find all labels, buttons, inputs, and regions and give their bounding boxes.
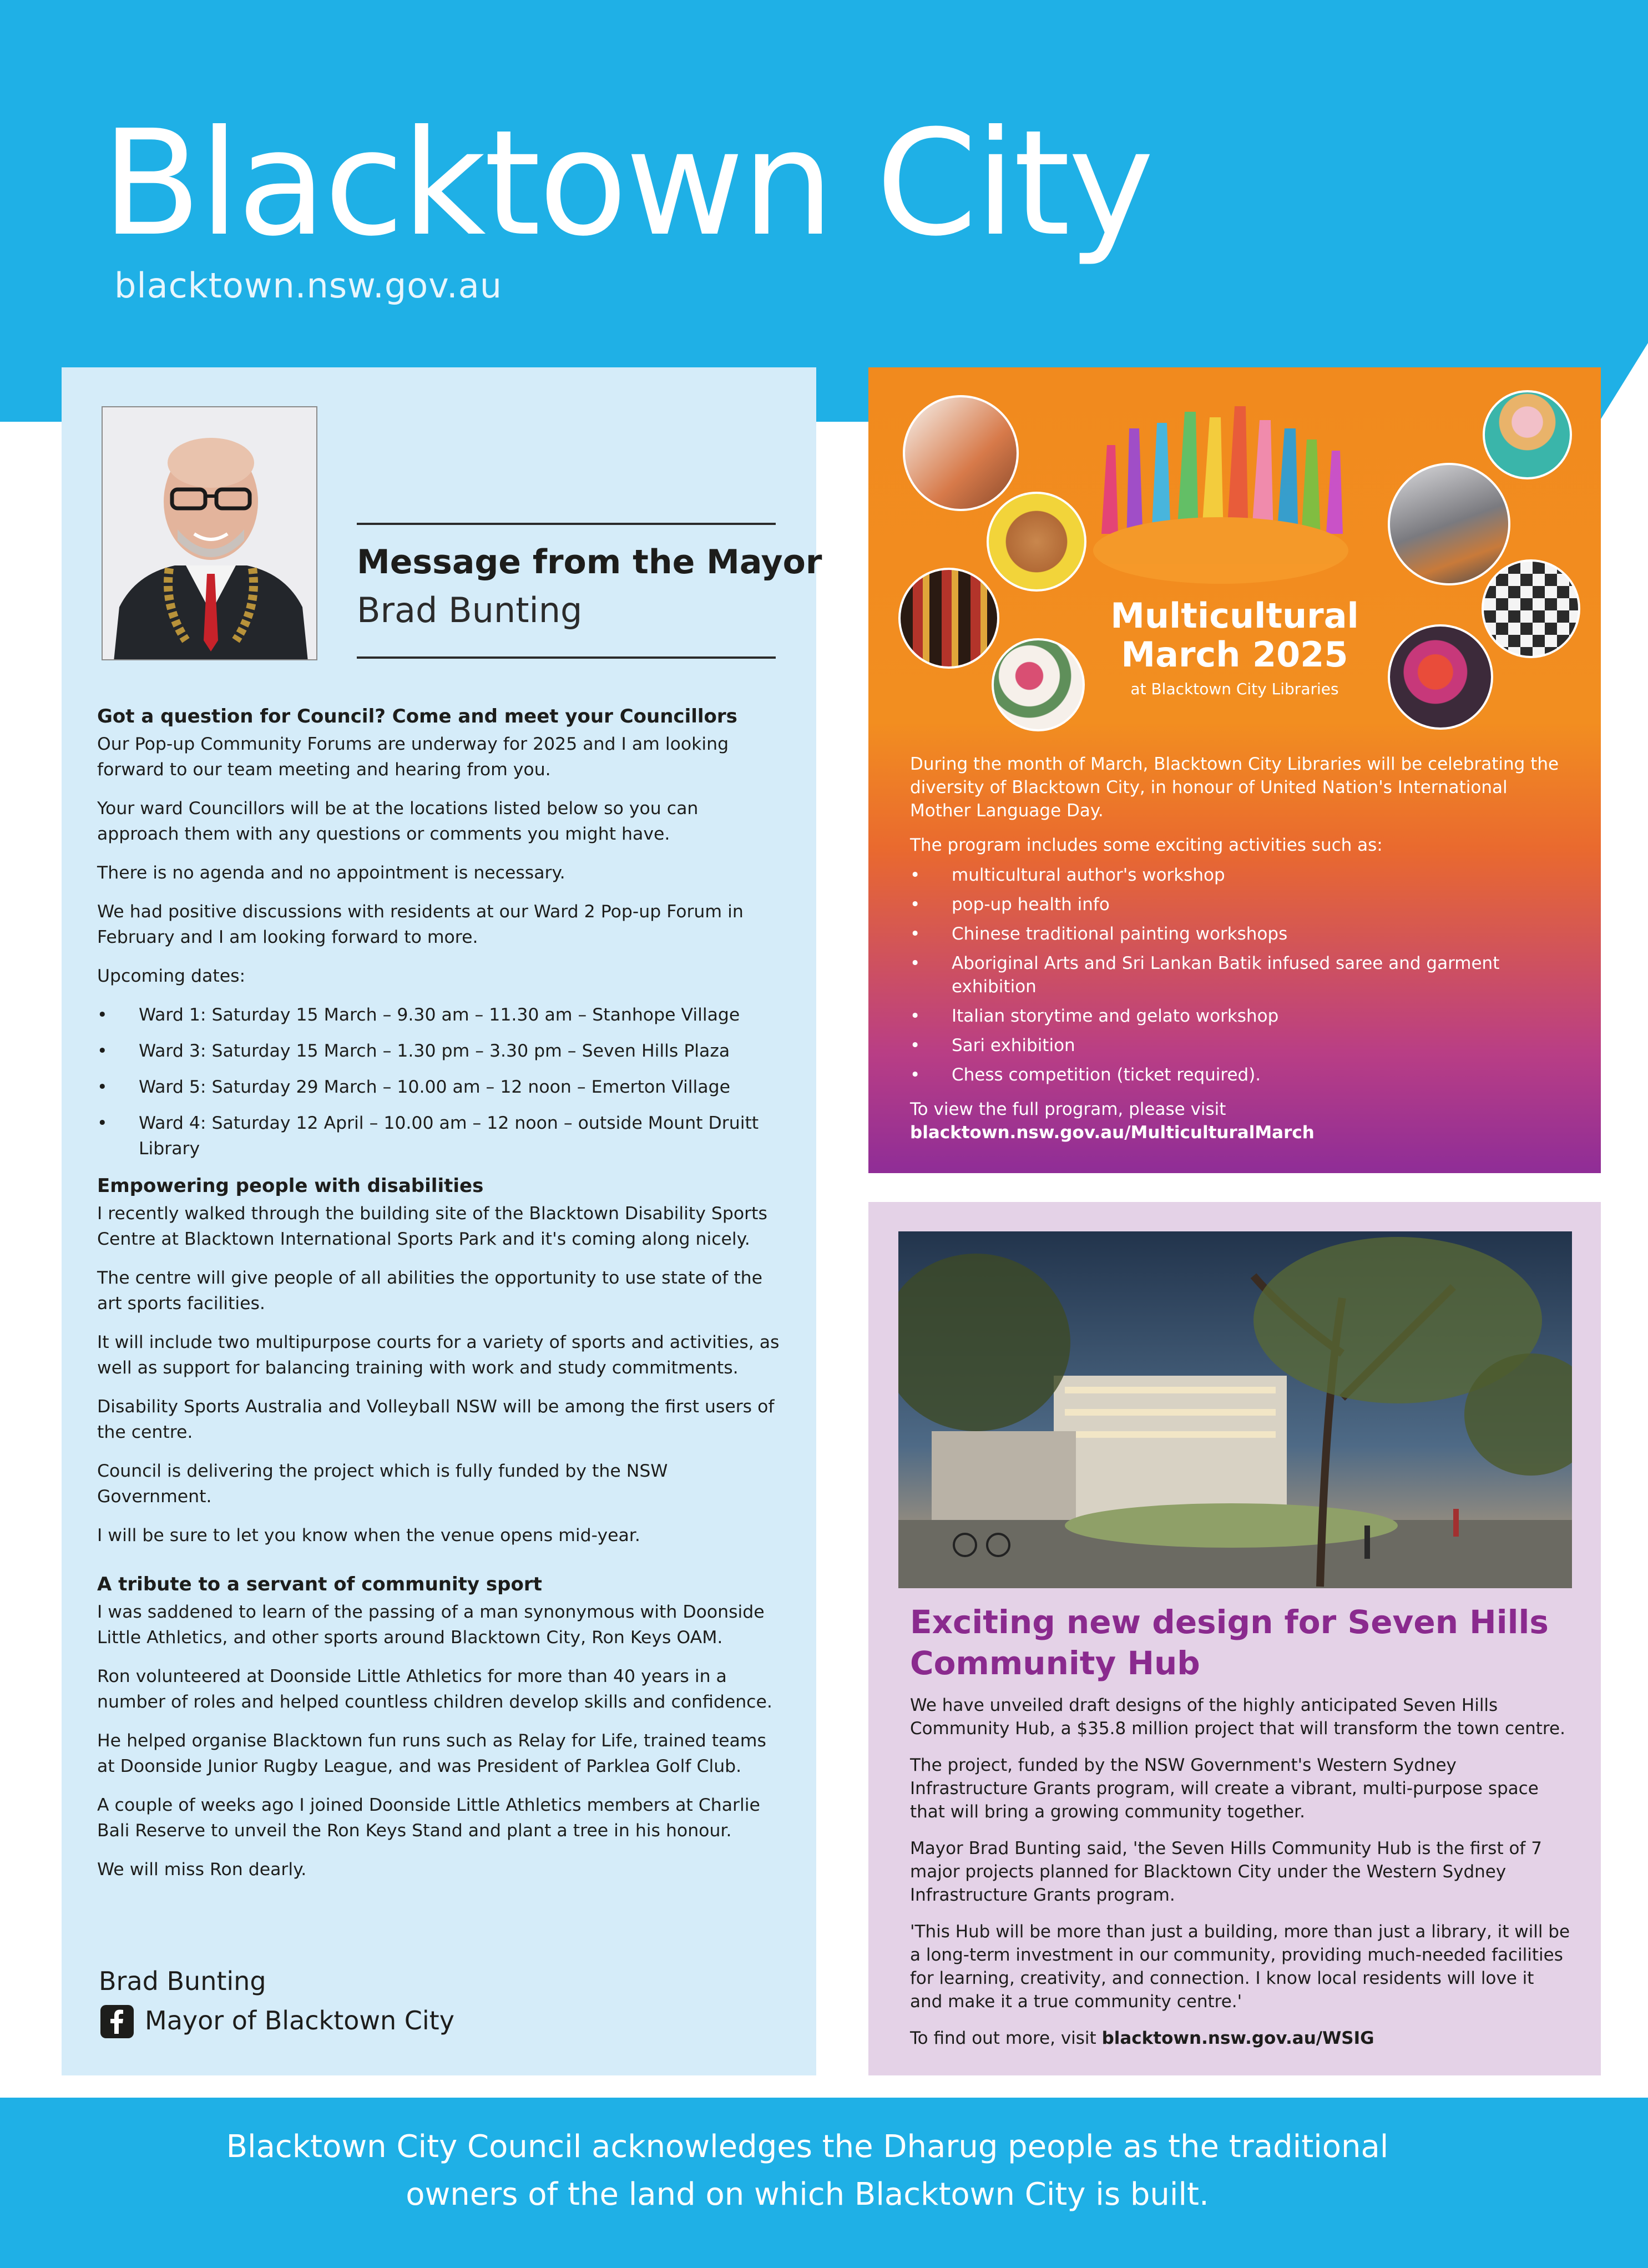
multicultural-subtitle: at Blacktown City Libraries xyxy=(1130,680,1339,698)
paragraph: We will miss Ron dearly. xyxy=(97,1860,307,1880)
list-item: • Ward 4: Saturday 12 April – 10.00 am – 12 noon – outside Mount Druitt Library xyxy=(97,1110,780,1161)
program-link[interactable]: blacktown.nsw.gov.au/MulticulturalMarch xyxy=(910,1123,1315,1143)
multicultural-title-line1: Multicultural xyxy=(1110,595,1359,636)
mayor-name: Brad Bunting xyxy=(357,590,583,630)
paragraph: He helped organise Blacktown fun runs such as Relay for Life, trained teams at Doonside Junior Rugby League, and was President of Parklea Golf Club. xyxy=(97,1731,766,1776)
list-item: • Ward 5: Saturday 29 March – 10.00 am – 12 noon – Emerton Village xyxy=(97,1074,780,1100)
disabilities-heading: Empowering people with disabilities xyxy=(97,1175,484,1197)
paragraph: I will be sure to let you know when the venue opens mid-year. xyxy=(97,1526,640,1545)
food-stall-photo xyxy=(1388,463,1510,585)
sari-dancer-photo xyxy=(1388,624,1493,730)
paragraph: We have unveiled draft designs of the highly anticipated Seven Hills Community Hub, a $35.8 million project that will transform the town centre. xyxy=(910,1695,1565,1739)
website-url[interactable]: blacktown.nsw.gov.au xyxy=(114,265,503,306)
paragraph: Mayor Brad Bunting said, 'the Seven Hills Community Hub is the first of 7 major projects planned for Blacktown City under the Western Sydney Infrastructure Grants program. xyxy=(910,1838,1542,1905)
paragraph: We had positive discussions with residents at our Ward 2 Pop-up Forum in February and I am looking forward to more. xyxy=(97,902,744,947)
title-rule-top xyxy=(357,523,776,525)
chess-photo xyxy=(1482,559,1580,658)
paragraph: There is no agenda and no appointment is necessary. xyxy=(97,863,565,883)
acknowledgement-of-country xyxy=(0,2123,1615,2219)
paragraph: Upcoming dates: xyxy=(97,966,246,986)
paragraph: It will include two multipurpose courts for a variety of sports and activities, as well as support for balancing training with work and study commitments. xyxy=(97,1332,780,1378)
paragraph: A couple of weeks ago I joined Doonside Little Athletics members at Charlie Bali Reserve to unveil the Ron Keys Stand and plant a tree in his honour. xyxy=(97,1795,760,1841)
paragraph: Disability Sports Australia and Volleyball NSW will be among the first users of the centre. xyxy=(97,1397,775,1442)
list-item: • Chess competition (ticket required). xyxy=(910,1063,1570,1087)
multicultural-title xyxy=(1104,597,1365,674)
list-item: • pop-up health info xyxy=(910,893,1570,916)
program-cta-text: To view the full program, please visit xyxy=(910,1099,1226,1119)
henna-hand-photo xyxy=(987,492,1086,592)
upcoming-dates-list xyxy=(97,1002,780,1161)
signature-name: Brad Bunting xyxy=(99,1966,266,1996)
program-intro: The program includes some exciting activities such as: xyxy=(910,835,1383,855)
seven-hills-cta xyxy=(910,2027,1570,2050)
mayor-photo xyxy=(102,406,317,660)
mayor-message-body xyxy=(97,703,780,1896)
paragraph: I recently walked through the building site of the Blacktown Disability Sports Centre at Blacktown International Sports Park and it's coming along nicely. xyxy=(97,1204,767,1249)
gelato-photo xyxy=(1483,390,1572,479)
tribute-heading: A tribute to a servant of community sport xyxy=(97,1573,542,1595)
multicultural-intro: During the month of March, Blacktown City Libraries will be celebrating the diversity of Blacktown City, in honour of United Nation's International Mother Language Day. xyxy=(910,754,1559,821)
page-title: Blacktown City xyxy=(102,99,1152,268)
list-item: • Ward 3: Saturday 15 March – 1.30 pm – 3.30 pm – Seven Hills Plaza xyxy=(97,1038,780,1064)
title-rule-bottom xyxy=(357,656,776,659)
seven-hills-title: Exciting new design for Seven Hills Community Hub xyxy=(910,1603,1549,1682)
list-item: • multicultural author's workshop xyxy=(910,863,1570,887)
seven-hills-body xyxy=(910,1694,1570,2063)
list-item: • Ward 1: Saturday 15 March – 9.30 am – 11.30 am – Stanhope Village xyxy=(97,1002,780,1028)
multicultural-body xyxy=(910,752,1570,1144)
paragraph: The project, funded by the NSW Government's Western Sydney Infrastructure Grants program, will create a vibrant, multi-purpose space that will bring a growing community together. xyxy=(910,1755,1539,1822)
facebook-icon[interactable] xyxy=(100,2005,134,2038)
acknowledgement-line2: owners of the land on which Blacktown City is built. xyxy=(406,2176,1209,2213)
reading-woman-photo xyxy=(903,395,1019,511)
chinese-painting-photo xyxy=(992,638,1085,731)
paragraph: Council is delivering the project which is fully funded by the NSW Government. xyxy=(97,1461,668,1507)
batik-fabric-photo xyxy=(898,568,999,669)
forum-heading: Got a question for Council? Come and meet your Councillors xyxy=(97,705,737,728)
list-item: • Chinese traditional painting workshops xyxy=(910,922,1570,946)
paragraph: 'This Hub will be more than just a building, more than just a library, it will be a long-term investment in our community, providing much-needed facilities for learning, creativity, and connection. I know local residents will love it and make it a true community centre.' xyxy=(910,1922,1570,2012)
mayor-message-heading: Message from the Mayor xyxy=(357,543,822,582)
list-item: • Italian storytime and gelato workshop xyxy=(910,1004,1570,1028)
signature-role[interactable]: Mayor of Blacktown City xyxy=(145,2006,454,2035)
multicultural-title-line2: March 2025 xyxy=(1121,634,1348,675)
paragraph: I was saddened to learn of the passing of a man synonymous with Doonside Little Athletics, and other sports around Blacktown City, Ron Keys OAM. xyxy=(97,1602,765,1648)
acknowledgement-line1: Blacktown City Council acknowledges the Dharug people as the traditional xyxy=(226,2129,1389,2165)
list-item: • Sari exhibition xyxy=(910,1034,1570,1057)
seven-hills-cta-text: To find out more, visit xyxy=(910,2028,1096,2048)
paragraph: The centre will give people of all abilities the opportunity to use state of the art sports facilities. xyxy=(97,1268,763,1314)
list-item: • Aboriginal Arts and Sri Lankan Batik infused saree and garment exhibition xyxy=(910,952,1570,998)
activities-list xyxy=(910,863,1570,1087)
paragraph: Our Pop-up Community Forums are underway for 2025 and I am looking forward to our team meeting and hearing from you. xyxy=(97,734,729,780)
paragraph: Your ward Councillors will be at the locations listed below so you can approach them with any questions or comments you might have. xyxy=(97,799,699,844)
seven-hills-link[interactable]: blacktown.nsw.gov.au/WSIG xyxy=(1101,2028,1374,2048)
seven-hills-render-image xyxy=(898,1231,1572,1588)
paragraph: Ron volunteered at Doonside Little Athletics for more than 40 years in a number of roles and helped countless children develop skills and confidence. xyxy=(97,1666,772,1712)
